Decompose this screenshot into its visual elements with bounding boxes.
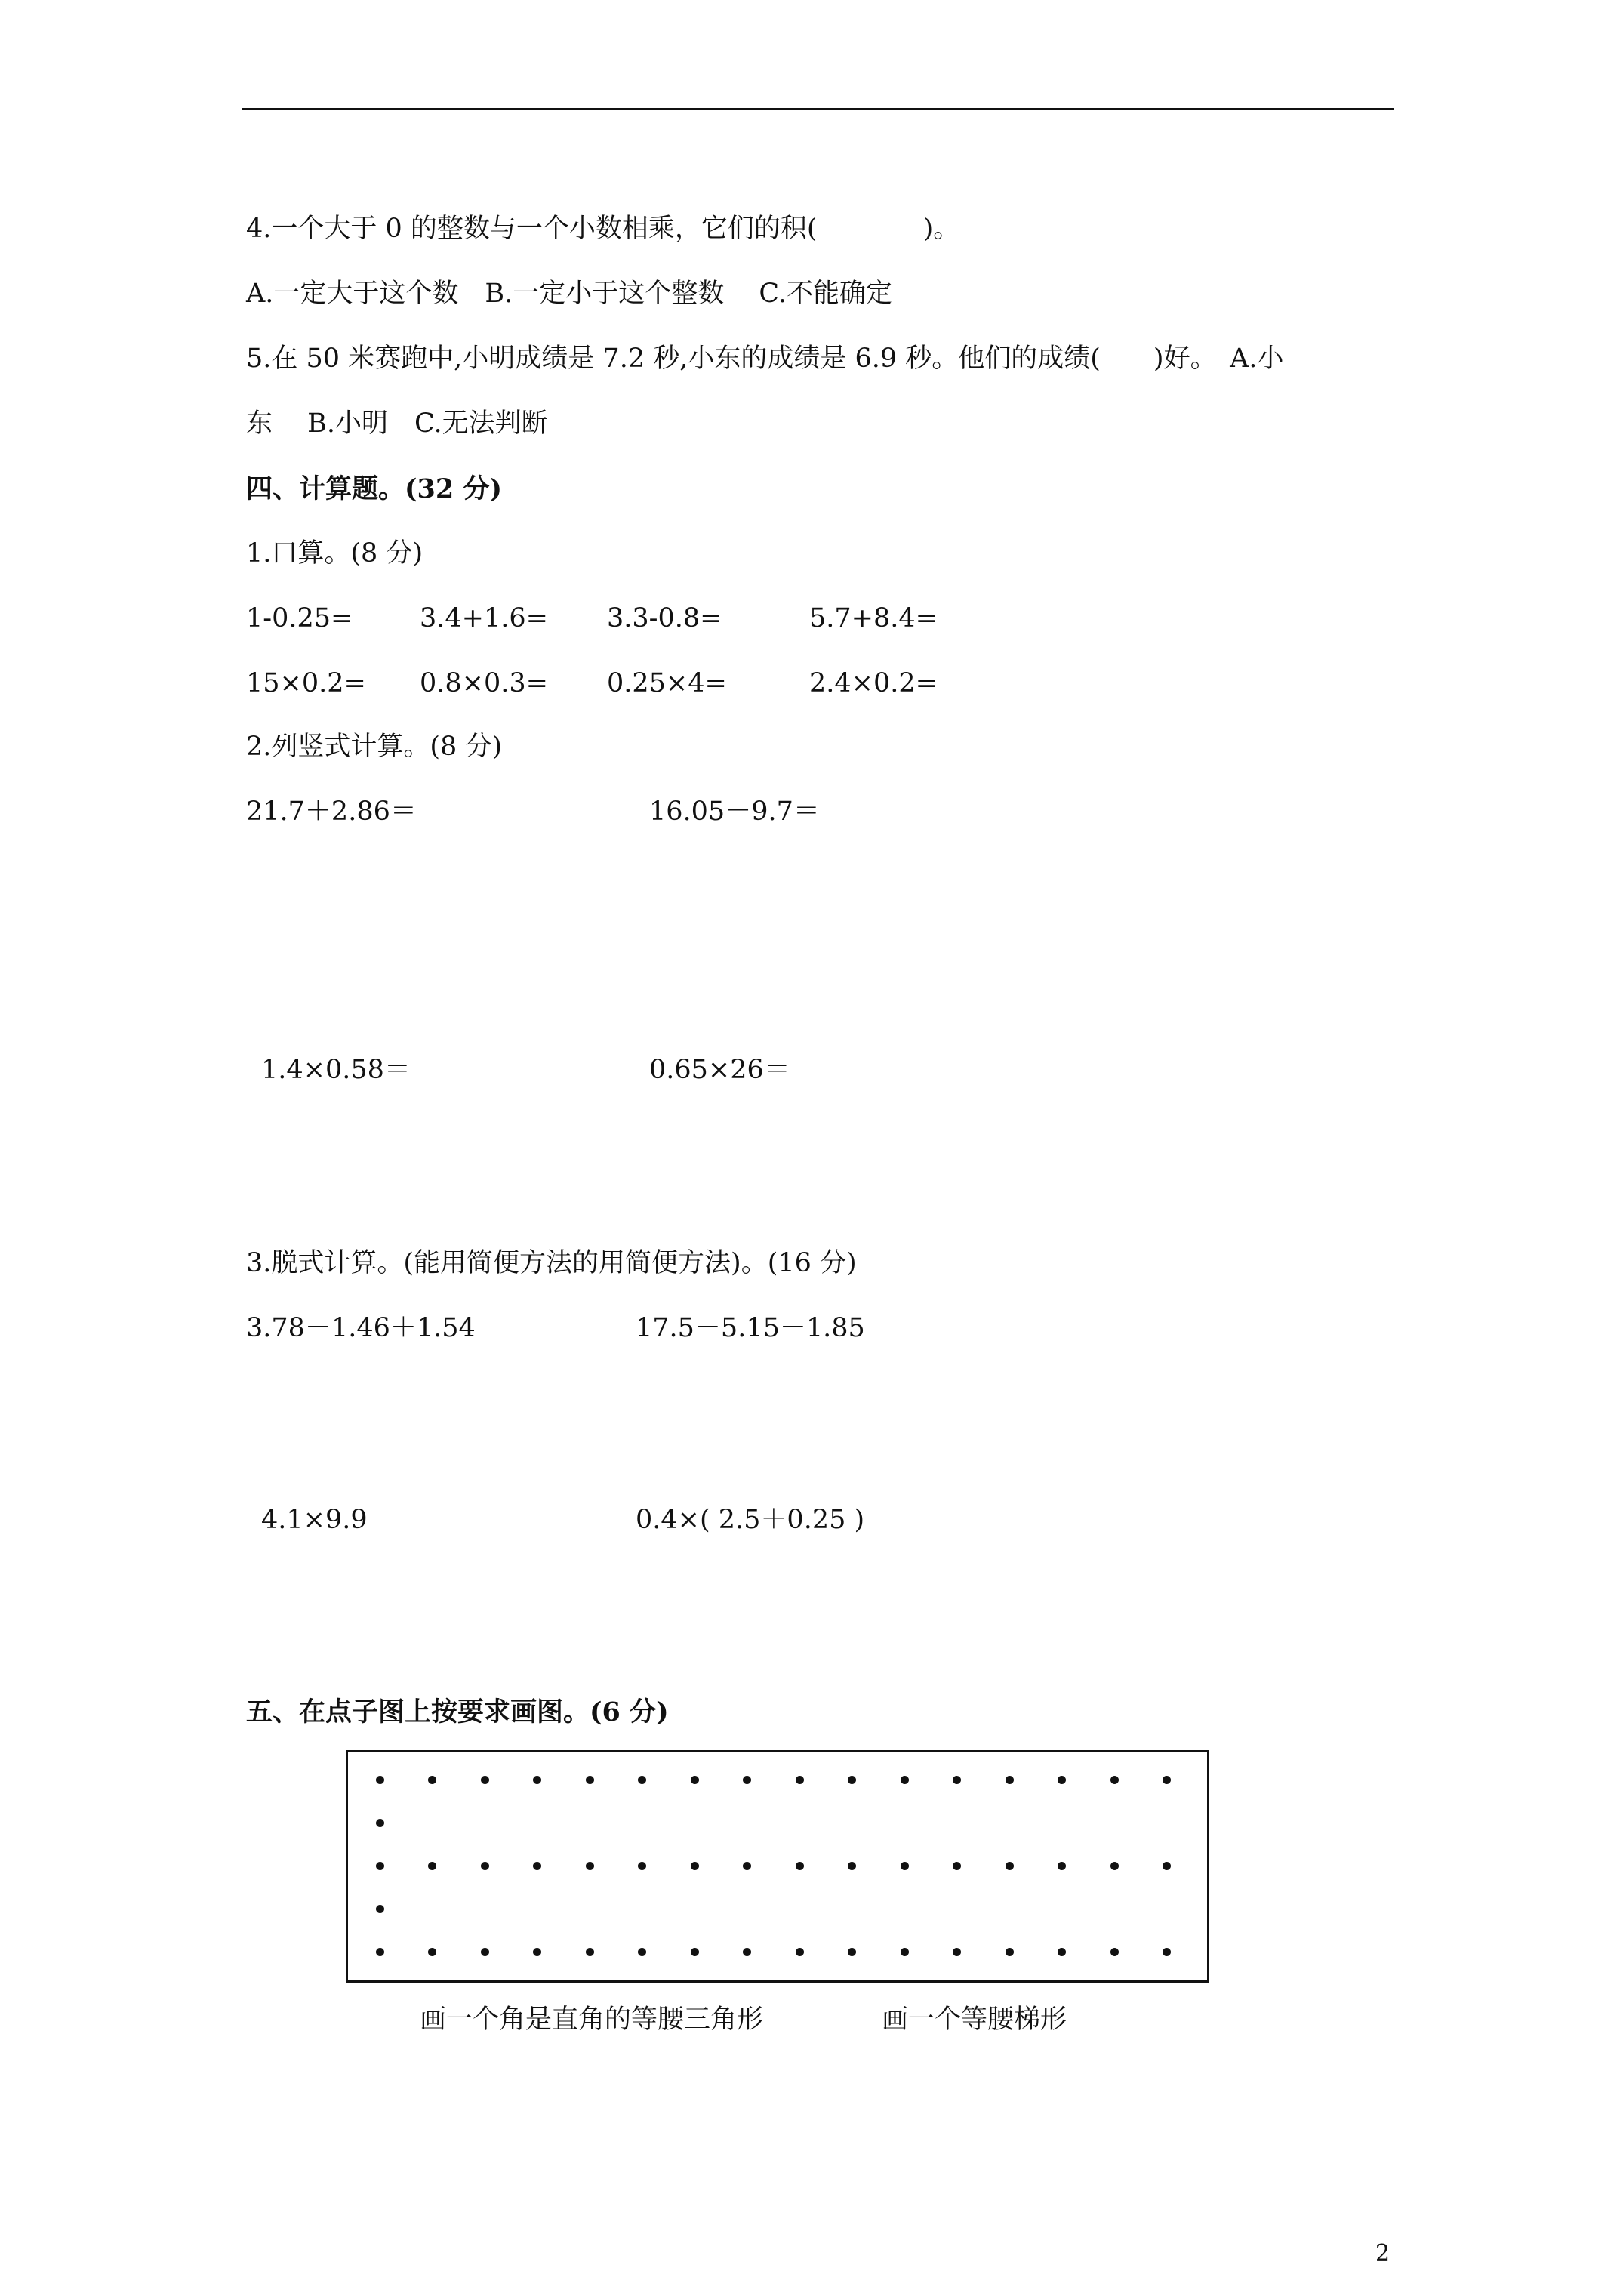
grid-dot bbox=[428, 1862, 436, 1870]
vertical-calc-item: 16.05－9.7＝ bbox=[649, 797, 820, 827]
part-3-title: 3.脱式计算。(能用简便方法的用简便方法)。(16 分) bbox=[246, 1248, 857, 1278]
grid-dot bbox=[376, 1948, 384, 1956]
grid-dot bbox=[1110, 1948, 1119, 1956]
grid-dot bbox=[533, 1776, 541, 1784]
grid-dot bbox=[743, 1948, 751, 1956]
grid-dot bbox=[953, 1776, 961, 1784]
grid-dot bbox=[428, 1948, 436, 1956]
grid-dot bbox=[1006, 1776, 1014, 1784]
grid-dot bbox=[796, 1776, 804, 1784]
section-4-title: 四、计算题。(32 分) bbox=[246, 473, 503, 504]
caption-right: 画一个等腰梯形 bbox=[882, 2005, 1067, 2035]
question-4-stem: 4.一个大于 0 的整数与一个小数相乘，它们的积( )。 bbox=[246, 214, 960, 244]
vertical-calc-item: 1.4×0.58＝ bbox=[261, 1055, 411, 1085]
part-1-title: 1.口算。(8 分) bbox=[246, 538, 423, 569]
caption-left: 画一个角是直角的等腰三角形 bbox=[420, 2005, 764, 2035]
grid-dot bbox=[481, 1948, 489, 1956]
oral-item: 3.4+1.6= bbox=[420, 603, 548, 633]
grid-dot bbox=[848, 1862, 856, 1870]
grid-dot bbox=[1058, 1948, 1066, 1956]
grid-dot bbox=[953, 1862, 961, 1870]
grid-dot bbox=[481, 1862, 489, 1870]
grid-dot bbox=[1058, 1776, 1066, 1784]
grid-dot bbox=[1110, 1776, 1119, 1784]
grid-dot bbox=[691, 1776, 699, 1784]
grid-dot bbox=[1110, 1862, 1119, 1870]
section-5-title: 五、在点子图上按要求画图。(6 分) bbox=[246, 1697, 669, 1727]
grid-dot bbox=[1163, 1862, 1171, 1870]
grid-dot bbox=[533, 1862, 541, 1870]
grid-dot bbox=[1163, 1776, 1171, 1784]
grid-dot bbox=[586, 1776, 594, 1784]
oral-item: 1-0.25= bbox=[246, 603, 353, 633]
oral-item: 3.3-0.8= bbox=[607, 603, 722, 633]
grid-dot bbox=[691, 1862, 699, 1870]
stepwise-calc-item: 4.1×9.9 bbox=[261, 1505, 368, 1535]
header-rule bbox=[242, 108, 1394, 110]
stepwise-calc-item: 17.5－5.15－1.85 bbox=[636, 1313, 865, 1343]
stepwise-calc-item: 0.4×( 2.5＋0.25 ) bbox=[636, 1505, 865, 1535]
grid-dot bbox=[691, 1948, 699, 1956]
grid-dot bbox=[848, 1776, 856, 1784]
grid-dot bbox=[533, 1948, 541, 1956]
oral-item: 5.7+8.4= bbox=[809, 603, 938, 633]
oral-item: 2.4×0.2= bbox=[809, 668, 938, 698]
grid-dot bbox=[376, 1776, 384, 1784]
stepwise-calc-item: 3.78－1.46＋1.54 bbox=[246, 1313, 476, 1343]
dot-grid-box[interactable] bbox=[346, 1750, 1209, 1983]
grid-dot bbox=[376, 1862, 384, 1870]
grid-dot bbox=[901, 1862, 909, 1870]
grid-dot bbox=[743, 1862, 751, 1870]
grid-dot bbox=[1163, 1948, 1171, 1956]
grid-dot bbox=[953, 1948, 961, 1956]
grid-dot bbox=[848, 1948, 856, 1956]
grid-dot bbox=[586, 1948, 594, 1956]
question-4-options: A.一定大于这个数 B.一定小于这个整数 C.不能确定 bbox=[246, 279, 893, 309]
vertical-calc-item: 21.7＋2.86＝ bbox=[246, 797, 417, 827]
grid-dot bbox=[481, 1776, 489, 1784]
oral-item: 0.8×0.3= bbox=[420, 668, 548, 698]
grid-dot bbox=[1006, 1948, 1014, 1956]
oral-item: 15×0.2= bbox=[246, 668, 366, 698]
grid-dot bbox=[796, 1948, 804, 1956]
grid-dot bbox=[796, 1862, 804, 1870]
oral-item: 0.25×4= bbox=[607, 668, 727, 698]
grid-dot bbox=[1058, 1862, 1066, 1870]
grid-dot bbox=[428, 1776, 436, 1784]
question-5-options: 东 B.小明 C.无法判断 bbox=[246, 408, 548, 439]
grid-dot bbox=[638, 1948, 646, 1956]
page-number: 2 bbox=[1375, 2240, 1390, 2267]
grid-dot bbox=[1006, 1862, 1014, 1870]
grid-dot bbox=[376, 1905, 384, 1913]
grid-dot bbox=[586, 1862, 594, 1870]
grid-dot bbox=[901, 1776, 909, 1784]
grid-dot bbox=[743, 1776, 751, 1784]
grid-dot bbox=[901, 1948, 909, 1956]
part-2-title: 2.列竖式计算。(8 分) bbox=[246, 732, 503, 762]
grid-dot bbox=[638, 1862, 646, 1870]
question-5-stem: 5.在 50 米赛跑中,小明成绩是 7.2 秒,小东的成绩是 6.9 秒。他们的成绩( )好。 A.小 bbox=[246, 344, 1284, 374]
vertical-calc-item: 0.65×26＝ bbox=[649, 1055, 790, 1085]
grid-dot bbox=[638, 1776, 646, 1784]
grid-dot bbox=[376, 1819, 384, 1827]
